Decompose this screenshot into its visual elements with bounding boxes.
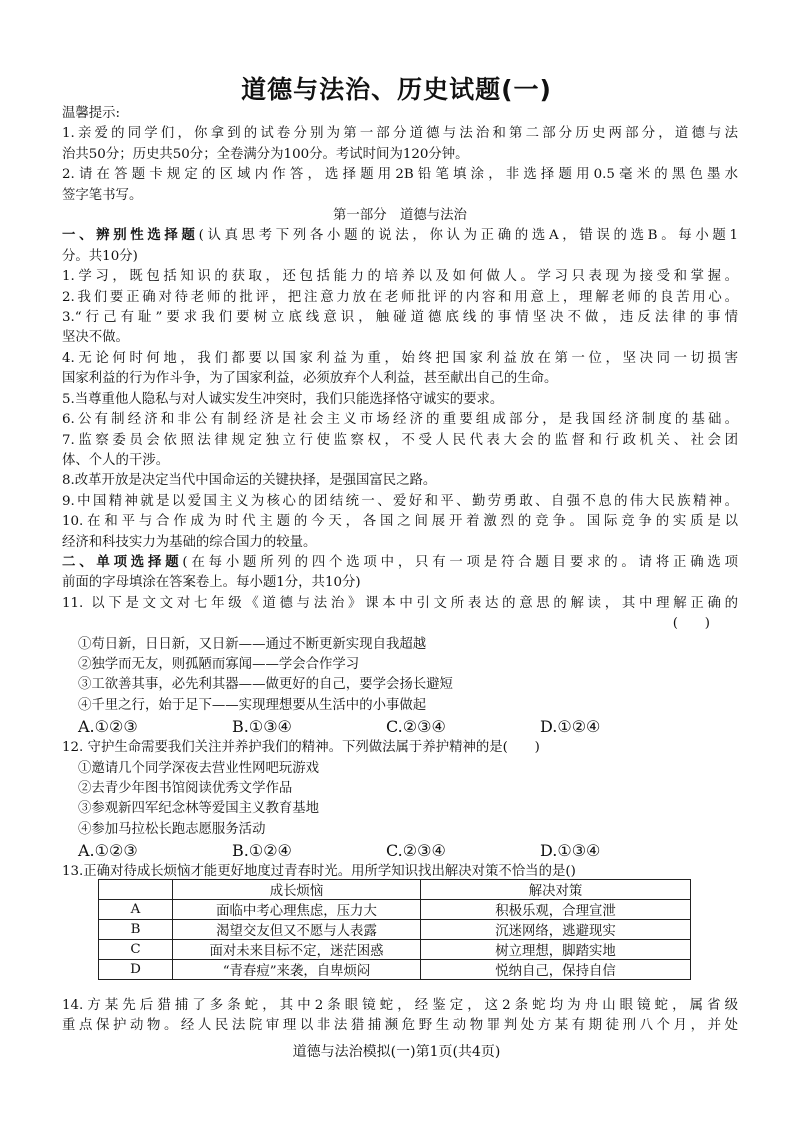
table-cell: 积极乐观，合理宣泄 [421,900,691,920]
q12-item: ①邀请几个同学深夜去营业性网吧玩游戏 [78,760,320,776]
option-a: A.①②③ [78,841,138,861]
judge-question: 坚决不做。 [62,330,129,346]
table-row [99,940,691,960]
tips-label: 温馨提示: [62,106,121,121]
table-row [99,900,691,920]
q11-item: ④千里之行，始于足下——实现理想要从生活中的小事做起 [78,697,427,713]
section1-heading: 一、辨别性选择题 [62,228,199,244]
tips-line: 治共50分；历史共50分；全卷满分为100分。考试时间为120分钟。 [62,146,469,162]
q11-item: ①苟日新，日日新，又日新——通过不断更新实现自我超越 [78,636,427,652]
table-cell: 渴望交友但又不愿与人表露 [173,920,421,940]
judge-question: 10.在和平与合作成为时代主题的今天，各国之间展开着激烈的竞争。国际竞争的实质是以 [62,514,738,530]
q12-options [62,840,738,862]
judge-question: 5.当尊重他人隐私与对人诚实发生冲突时，我们只能选择恪守诚实的要求。 [62,391,504,407]
option-d: D.①②④ [540,717,601,737]
part-title: 第一部分 道德与法治 [333,208,467,224]
q11-options [62,716,738,738]
q11-stem: 11. 以下是文文对七年级《道德与法治》课本中引文所表达的意思的解读，其中理解正确的 [62,595,738,611]
judge-question: 经济和科技实力为基础的综合国力的较量。 [62,534,317,550]
tips-line: 2.请在答题卡规定的区域内作答，选择题用2B铅笔填涂，非选择题用0.5毫米的黑色墨水 [62,167,738,183]
q14-line: 重点保护动物。经人民法院审理以非法猎捕濒危野生动物罪判处方某有期徒刑八个月，并处 [62,1018,738,1034]
section1-desc: (认真思考下列各小题的说法，你认为正确的选A，错误的选B。每小题1 [198,228,738,244]
table-row [99,920,691,940]
table-cell: A [99,900,173,920]
table-header [99,880,173,900]
table-cell: 面对未来目标不定，迷茫困惑 [173,940,421,960]
table-header: 成长烦恼 [173,880,421,900]
tips-line: 1.亲爱的同学们，你拿到的试卷分别为第一部分道德与法治和第二部分历史两部分，道德与法 [62,126,738,142]
q12-stem: 12. 守护生命需要我们关注并养护我们的精神。下列做法属于养护精神的是( ) [62,740,540,756]
q14-line: 14.方某先后猎捕了多条蛇，其中2条眼镜蛇，经鉴定，这2条蛇均为舟山眼镜蛇，属省级 [62,998,738,1013]
judge-question: 8.改革开放是决定当代中国命运的关键抉择，是强国富民之路。 [62,473,437,489]
section2-header [62,553,738,573]
q11-item: ②独学而无友，则孤陋而寡闻——学会合作学习 [78,656,360,672]
judge-question: 6.公有制经济和非公有制经济是社会主义市场经济的重要组成部分，是我国经济制度的基础。 [62,412,738,428]
option-c: C.②③④ [386,841,446,861]
judge-question: 体、个人的干涉。 [62,452,170,468]
table-cell: 悦纳自己，保持自信 [421,960,691,980]
answer-paren: ( ) [672,616,710,632]
q12-item: ③参观新四军纪念林等爱国主义教育基地 [78,801,320,817]
exam-body [62,104,738,883]
section2-desc-cont: 前面的字母填涂在答案卷上。每小题1分，共10分) [62,575,361,591]
q14-block [62,996,738,1037]
table-cell: 面临中考心理焦虑，压力大 [173,900,421,920]
table-cell: 树立理想，脚踏实地 [421,940,691,960]
option-d: D.①③④ [540,841,601,861]
option-a: A.①②③ [78,717,138,737]
table-row [99,960,691,980]
section1-desc-cont: 分。共10分) [62,248,138,264]
section2-heading: 二、单项选择题 [62,554,183,570]
judge-question: 3.“行己有耻”要求我们要树立底线意识，触碰道德底线的事情坚决不做，违反法律的事情 [62,310,738,326]
table-cell: D [99,960,173,980]
tips-line: 签字笔书写。 [62,187,143,203]
q12-item: ④参加马拉松长跑志愿服务活动 [78,821,266,837]
section2-desc: (在每小题所列的四个选项中，只有一项是符合题目要求的。请将正确选项 [182,554,738,570]
q12-item: ②去青少年图书馆阅读优秀文学作品 [78,781,293,796]
judge-question: 国家利益的行为作斗争，为了国家利益，必须放弃个人利益，甚至献出自己的生命。 [62,371,558,387]
table-cell: C [99,940,173,960]
option-b: B.①③④ [232,717,292,737]
q11-item: ③工欲善其事，必先利其器——做更好的自己，要学会扬长避短 [78,677,453,693]
option-b: B.①②④ [232,841,292,861]
judge-question: 9.中国精神就是以爱国主义为核心的团结统一、爱好和平、勤劳勇敢、自强不息的伟大民族精神。 [62,493,738,509]
judge-question: 1.学习，既包括知识的获取，还包括能力的培养以及如何做人。学习只表现为接受和掌握。 [62,269,738,285]
table-cell: 沉迷网络，逃避现实 [421,920,691,940]
judge-question: 7.监察委员会依照法律规定独立行使监察权，不受人民代表大会的监督和行政机关、社会团 [62,432,738,448]
table-header: 解决对策 [421,880,691,900]
table-cell: B [99,920,173,940]
judge-question: 4.无论何时何地，我们都要以国家利益为重，始终把国家利益放在第一位，坚决同一切损害 [62,350,738,366]
exam-title: 道德与法治、历史试题(一) [241,75,552,104]
page-footer: 道德与法治模拟(一)第1页(共4页) [292,1044,501,1060]
q13-stem: 13.正确对待成长烦恼才能更好地度过青春时光。用所学知识找出解决对策不恰当的是() [62,864,576,880]
table-cell: “青春痘”来袭，自卑烦闷 [173,960,421,980]
judge-question: 2.我们要正确对待老师的批评，把注意力放在老师批评的内容和用意上，理解老师的良苦用心。 [62,289,738,305]
table-header-row [99,880,691,900]
q13-table [98,879,691,980]
section1-header [62,226,738,246]
option-c: C.②③④ [386,717,446,737]
